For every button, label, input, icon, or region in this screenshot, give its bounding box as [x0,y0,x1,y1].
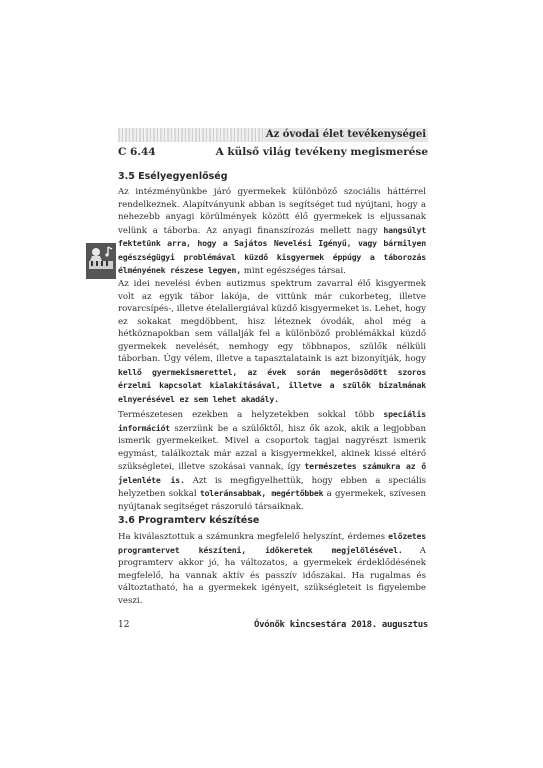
body-text: a gyermekek, szívesen nyújtanak segítséget rászoruló társaiknak. [118,489,426,512]
emphasis-text: kellő gyermekismerettel, az évek során megerősödött szoros érzelmi kapcsolat kialakításával, illetve a szülők bizalmának elnyerésével ez sem lehet akadály. [118,366,426,404]
piano-player-icon [86,243,116,279]
body-text: A programterv akkor jó, ha változatos, a gyermekek érdeklődésének megfelelő, ha vannak aktív és passzív időszakai. Ha rugalmas és változtatható, ha a gyermekek igényeit, szükségleteit is figyelembe veszi. [118,545,426,606]
paragraph [118,408,426,513]
paragraph [118,530,426,607]
emphasis-text: előzetes programtervet készíteni, időkeretek megjelölésével. [118,531,426,555]
body-text: Az idei nevelési évben autizmus spektrum zavarral élő kisgyermek volt az egyik tábor lakója, de vittünk már cukorbeteg, illetve rovarcsípés-, illetve ételallergiával küzdő kisgyermeket is. Lehet, hogy ez sokakat megdöbbent, hisz léteznek óvodák, ahol még a hétköznapokban sem vállalják fel a különböző problémákkal küzdő gyermekek nevelését, nemhogy egy többnapos, szülők nélküli táborban. Úgy vélem, illetve a tapasztalataink is azt bizonyítják, hogy [118,279,426,365]
publication-name: Óvónők kincsestára 2018. augusztus [253,620,428,630]
emphasis-text: hangsúlyt fektetünk arra, hogy a Sajátos Nevelési Igényű, vagy bármilyen egészségügyi problémával küzdő kisgyermek éppúgy a táborozás élményének részese legyen, [118,224,426,276]
emphasis-text: toleránsabbak, megértőbbek [199,488,324,499]
body-text: szerzünk be a szülőktől, hisz ők azok, akik a legjobban ismerik gyermekeiket. Mivel a csoportok tagjai nagyrészt ismerik egymást, találkoztak már azzal a kisgyermekkel, akinek kissé eltérő szükségletei, illetve szokásai vannak, így [118,423,426,473]
chapter-title: A külső világ tevékeny megismerése [215,146,428,158]
paragraph [118,278,426,406]
chapter-code: C 6.44 [118,146,156,158]
section-title: Az óvodai élet tevékenységei [265,129,426,140]
emphasis-text: természetes számukra az ő jelenléte is. [118,461,426,485]
paragraph [118,186,426,278]
body-text: Természetesen ezekben a helyzetekben sokkal több [118,410,384,420]
body-text: Az intézményünkbe járó gyermekek különböző szociális háttérrel rendelkeznek. Alapítványunk abban is segítséget tud nyújtani, hogy a nehezebb anyagi körülmények között élő gyermekek is eljussanak velünk a táborba. Az anyagi finanszírozás mellett nagy [118,187,426,236]
body-text: Ha kiválasztottuk a számunkra megfelelő helyszínt, érdemes [118,532,389,542]
section-heading-esely: 3.5 Esélyegyenlőség [118,171,228,182]
emphasis-text: speciális információt [118,409,426,433]
body-text: mint egészséges társai. [240,266,346,277]
section-heading-programterv: 3.6 Programterv készítése [118,515,260,526]
body-text: Azt is megfigyelhettük, hogy ebben a speciális helyzetben sokkal [118,475,426,500]
page-number: 12 [118,620,130,630]
